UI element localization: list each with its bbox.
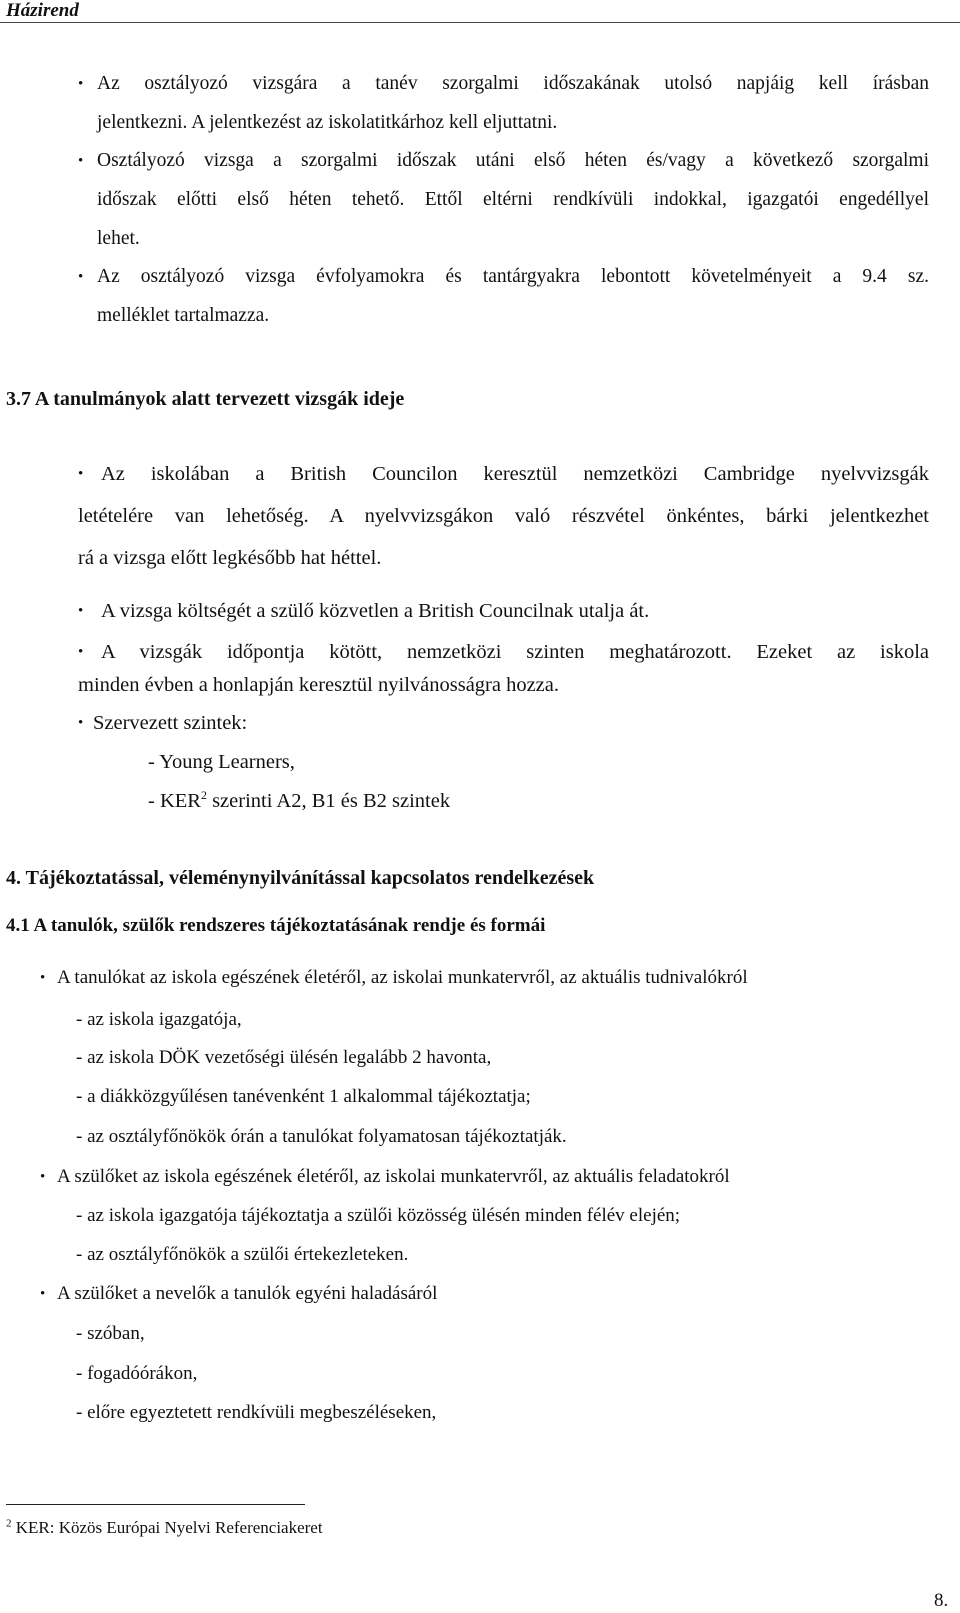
footnote-text: KER: Közös Európai Nyelvi Referenciakeret — [11, 1518, 323, 1537]
sub-list-item: - az iskola igazgatója, — [76, 1009, 242, 1030]
sub-list-item — [148, 790, 450, 812]
paragraph-line: A vizsga költségét a szülő közvetlen a British Councilnak utalja át. — [101, 600, 650, 622]
bullet-icon: • — [40, 1286, 46, 1302]
bullet-icon: • — [78, 153, 84, 169]
sub-list-item: - az osztályfőnökök a szülői értekezleteken. — [76, 1244, 409, 1265]
footnote — [6, 1518, 323, 1538]
bullet-icon: • — [40, 1169, 46, 1185]
page-header — [0, 0, 960, 23]
paragraph-line: jelentkezni. A jelentkezést az iskolatitkárhoz kell eljuttatni. — [97, 112, 558, 133]
footnote-divider — [6, 1504, 305, 1505]
sub-list-item-text: - KER — [148, 790, 201, 812]
sub-list-item: - az iskola igazgatója tájékoztatja a szülői közösség ülésén minden félév elején; — [76, 1205, 681, 1226]
bullet-icon: • — [78, 269, 84, 285]
bullet-icon: • — [40, 970, 46, 986]
footnote-ref: 2 — [200, 788, 207, 803]
paragraph-line: rá a vizsga előtt legkésőbb hat héttel. — [78, 547, 382, 569]
section-heading-4-1: 4.1 A tanulók, szülők rendszeres tájékoztatásának rendje és formái — [6, 915, 546, 936]
section-heading-4: 4. Tájékoztatással, véleménynyilvánítással kapcsolatos rendelkezések — [6, 867, 595, 889]
sub-list-item: - az osztályfőnökök órán a tanulókat folyamatosan tájékoztatják. — [76, 1126, 567, 1147]
header-title: Házirend — [6, 0, 79, 21]
sub-list-item: - szóban, — [76, 1323, 145, 1344]
bullet-icon: • — [78, 76, 84, 92]
bullet-icon: • — [78, 466, 84, 482]
paragraph-line: Az osztályozó vizsgára a tanév szorgalmi időszakának utolsó napjáig kell írásban — [97, 73, 929, 94]
paragraph-line: minden évben a honlapján keresztül nyilvánosságra hozza. — [78, 674, 560, 696]
paragraph-line: Az osztályozó vizsga évfolyamokra és tantárgyakra lebontott követelményeit a 9.4 sz. — [97, 266, 929, 287]
sub-list-item: - az iskola DÖK vezetőségi ülésén legalább 2 havonta, — [76, 1047, 492, 1068]
paragraph-line: A tanulókat az iskola egészének életéről, az iskolai munkatervről, az aktuális tudnivalókról — [57, 967, 748, 988]
paragraph-line: A szülőket a nevelők a tanulók egyéni haladásáról — [57, 1283, 438, 1304]
sub-list-item: - fogadóórákon, — [76, 1363, 198, 1384]
paragraph-line: Az iskolában a British Councilon keresztül nemzetközi Cambridge nyelvvizsgák — [101, 463, 929, 485]
paragraph-line: melléklet tartalmazza. — [97, 305, 270, 326]
paragraph-line: Szervezett szintek: — [93, 712, 248, 734]
sub-list-item: - Young Learners, — [148, 751, 295, 773]
page-number: 8. — [934, 1590, 949, 1611]
footnote-number: 2 — [6, 1517, 12, 1530]
paragraph-line: Osztályozó vizsga a szorgalmi időszak utáni első héten és/vagy a következő szorgalmi — [97, 150, 929, 171]
paragraph-line: A szülőket az iskola egészének életéről, az iskolai munkatervről, az aktuális feladatokról — [57, 1166, 730, 1187]
sub-list-item-text: szerinti A2, B1 és B2 szintek — [206, 790, 451, 812]
bullet-icon: • — [78, 603, 84, 619]
paragraph-line: A vizsgák időpontja kötött, nemzetközi szinten meghatározott. Ezeket az iskola — [101, 641, 929, 663]
paragraph-line: letételére van lehetőség. A nyelvvizsgákon való részvétel önkéntes, bárki jelentkezhet — [78, 505, 929, 527]
section-heading-3-7: 3.7 A tanulmányok alatt tervezett vizsgák ideje — [6, 388, 405, 410]
bullet-icon: • — [78, 715, 84, 731]
bullet-icon: • — [78, 644, 84, 660]
paragraph-line: lehet. — [97, 228, 140, 249]
sub-list-item: - a diákközgyűlésen tanévenként 1 alkalommal tájékoztatja; — [76, 1086, 531, 1107]
paragraph-line: időszak előtti első héten tehető. Ettől eltérni rendkívüli indokkal, igazgatói engedéllyel — [97, 189, 929, 210]
sub-list-item: - előre egyeztetett rendkívüli megbeszéléseken, — [76, 1402, 437, 1423]
